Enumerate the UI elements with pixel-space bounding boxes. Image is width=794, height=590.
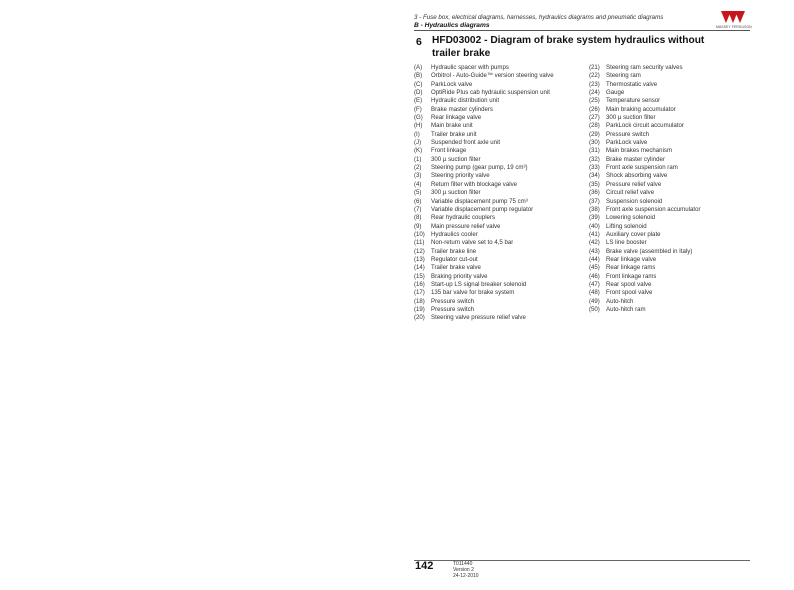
legend-description: 300 µ suction filter (431, 189, 481, 197)
legend-description: Non-return valve set to 4,5 bar (431, 239, 514, 247)
legend-description: Start-up LS signal breaker solenoid (431, 280, 527, 288)
legend-item (414, 306, 590, 314)
legend-description: Front spool valve (606, 289, 653, 297)
legend-description: Circuit relief valve (606, 189, 655, 197)
legend-code: (I) (414, 130, 420, 138)
legend-item (589, 122, 751, 130)
legend-description: Steering valve pressure relief valve (431, 314, 526, 322)
legend-item (414, 289, 590, 297)
legend-code: (33) (589, 164, 600, 172)
legend-description: Hydraulic spacer with pumps (431, 64, 509, 71)
legend-code: (37) (589, 197, 600, 205)
legend-description: Brake master cylinders (431, 105, 493, 113)
legend-code: (8) (414, 214, 422, 222)
legend-item (414, 223, 590, 231)
legend-item (414, 298, 590, 306)
legend-description: Rear spool valve (606, 280, 652, 288)
legend-code: (40) (589, 222, 600, 230)
legend-item (414, 198, 590, 206)
legend-description: Trailer brake valve (431, 264, 481, 272)
legend-item (589, 172, 751, 180)
legend-code: (J) (414, 139, 422, 147)
legend-code: (D) (414, 89, 423, 97)
legend-item (414, 172, 590, 180)
legend-code: (28) (589, 122, 600, 130)
legend-description: Brake valve (assembled in Italy) (606, 247, 693, 255)
legend-code: (14) (414, 264, 425, 272)
legend-item (589, 298, 751, 306)
legend-code: (15) (414, 272, 425, 280)
legend-description: Lowering solenoid (606, 214, 656, 222)
legend-code: (49) (589, 297, 600, 305)
legend-description: Suspended front axle unit (431, 139, 501, 147)
legend-item (414, 156, 590, 164)
legend-description: ParkLock valve (606, 139, 648, 147)
chapter-title: 3 - Fuse box, electrical diagrams, harnesses, hydraulics diagrams and pneumatic diagrams (414, 14, 664, 21)
legend-item (414, 164, 590, 172)
page-header (414, 14, 750, 29)
legend-description: Trailer brake line (431, 247, 477, 255)
section-title: HFD03002 - Diagram of brake system hydraulics without trailer brake (432, 35, 705, 59)
legend-description: Front linkage (431, 147, 467, 155)
legend-item (589, 256, 751, 264)
legend-code: (18) (414, 297, 425, 305)
legend-description: Steering ram security valves (606, 64, 683, 71)
legend-item (589, 306, 751, 314)
legend-item (414, 314, 590, 322)
legend-description: Return filter with blockage valve (431, 180, 518, 188)
legend-code: (50) (589, 305, 600, 313)
legend-description: Steering priority valve (431, 172, 490, 180)
legend-item (414, 248, 590, 256)
legend-code: (36) (589, 189, 600, 197)
legend-item (414, 97, 590, 105)
document-info (453, 561, 479, 579)
legend-code: (9) (414, 222, 422, 230)
legend-code: (C) (414, 80, 423, 88)
legend-code: (43) (589, 247, 600, 255)
legend-code: (B) (414, 72, 423, 80)
legend-description: Hydraulic distribution unit (431, 97, 500, 105)
legend-description: Auto-hitch ram (606, 305, 646, 313)
legend-item (589, 164, 751, 172)
brand-logo (716, 10, 750, 30)
legend-description: Thermostatic valve (606, 80, 658, 88)
subsection-title: B - Hydraulics diagrams (414, 22, 490, 29)
legend-code: (F) (414, 105, 422, 113)
logo-text: MASSEY FERGUSON (716, 25, 752, 29)
legend-description: Pressure relief valve (606, 180, 662, 188)
legend-item (589, 239, 751, 247)
legend-item (589, 281, 751, 289)
legend-code: (12) (414, 247, 425, 255)
legend-code: (46) (589, 272, 600, 280)
legend-item (589, 81, 751, 89)
legend-item (589, 139, 751, 147)
legend-description: Main brakes mechanism (606, 147, 673, 155)
legend-item (414, 281, 590, 289)
legend-code: (6) (414, 197, 422, 205)
legend-item (414, 256, 590, 264)
legend-description: Orbitrol - Auto-Guide™ version steering valve (431, 72, 554, 80)
legend-item (414, 189, 590, 197)
legend-description: Front axle suspension ram (606, 164, 678, 172)
legend-description: Gauge (606, 89, 625, 97)
document-version: Version 2 (453, 567, 474, 573)
legend-code: (K) (414, 147, 423, 155)
legend-description: Rear linkage rams (606, 264, 656, 272)
legend-item (589, 156, 751, 164)
legend-code: (13) (414, 255, 425, 263)
legend-code: (24) (589, 89, 600, 97)
legend-code: (47) (589, 280, 600, 288)
legend-code: (45) (589, 264, 600, 272)
legend-code: (32) (589, 155, 600, 163)
legend-code: (25) (589, 97, 600, 105)
section-number: 6 (416, 36, 422, 48)
legend-code: (29) (589, 130, 600, 138)
legend-description: Auto-hitch (606, 297, 634, 305)
legend-item (414, 131, 590, 139)
legend-code: (17) (414, 289, 425, 297)
legend-item (414, 106, 590, 114)
legend-description: ParkLock valve (431, 80, 473, 88)
legend-item (414, 81, 590, 89)
legend-description: Auxiliary cover plate (606, 230, 661, 238)
legend-description: Variable displacement pump 75 cm³ (431, 197, 528, 205)
legend-code: (E) (414, 97, 423, 105)
legend-item (414, 273, 590, 281)
legend-code: (19) (414, 305, 425, 313)
legend-description: Rear linkage valve (606, 255, 657, 263)
legend-description: Rear hydraulic couplers (431, 214, 496, 222)
legend-description: Main brake unit (431, 122, 473, 130)
legend-item (414, 206, 590, 214)
legend-item (414, 181, 590, 189)
legend-item (589, 198, 751, 206)
legend-description: Steering ram (606, 72, 641, 80)
triple-triangle-logo-icon (716, 10, 750, 24)
legend-code: (22) (589, 72, 600, 80)
legend-item (589, 231, 751, 239)
legend-item (589, 181, 751, 189)
legend-code: (4) (414, 180, 422, 188)
legend-item (414, 214, 590, 222)
page-number: 142 (415, 560, 434, 572)
legend-code: (5) (414, 189, 422, 197)
legend-item (589, 214, 751, 222)
legend-code: (42) (589, 239, 600, 247)
legend-code: (27) (589, 114, 600, 122)
legend-description: ParkLock circuit accumulator (606, 122, 684, 130)
legend-description: LS line booster (606, 239, 647, 247)
legend-description: Pressure switch (431, 297, 475, 305)
legend-description: OptiRide Plus cab hydraulic suspension unit (431, 89, 550, 97)
legend-code: (10) (414, 230, 425, 238)
legend-item (414, 114, 590, 122)
legend-code: (16) (414, 280, 425, 288)
legend-item (414, 122, 590, 130)
legend-code: (1) (414, 155, 422, 163)
legend-item (589, 248, 751, 256)
legend-code: (7) (414, 205, 422, 213)
legend-code: (34) (589, 172, 600, 180)
legend-item (589, 97, 751, 105)
legend-item (414, 89, 590, 97)
legend-item (589, 72, 751, 80)
legend-item (589, 273, 751, 281)
legend-item (414, 264, 590, 272)
legend-description: 135 bar valve for brake system (431, 289, 515, 297)
legend-description: Trailer brake unit (431, 130, 477, 138)
legend-description: Front linkage rams (606, 272, 657, 280)
document-id: T011440 (453, 561, 473, 567)
legend-item (414, 239, 590, 247)
legend-code: (H) (414, 122, 423, 130)
legend-description: Variable displacement pump regulator (431, 205, 534, 213)
legend-item (589, 106, 751, 114)
legend-description: Main pressure relief valve (431, 222, 501, 230)
legend-item (414, 139, 590, 147)
legend-column-left (414, 64, 590, 323)
legend-code: (35) (589, 180, 600, 188)
legend-code: (38) (589, 205, 600, 213)
legend-item (589, 131, 751, 139)
legend-code: (41) (589, 230, 600, 238)
legend-code: (44) (589, 255, 600, 263)
legend-description: Shock absorbing valve (606, 172, 668, 180)
legend-description: 300 µ suction filter (606, 114, 656, 122)
legend-item (414, 231, 590, 239)
legend-description: Main braking accumulator (606, 105, 676, 113)
legend-column-right (589, 64, 751, 314)
legend-code: (2) (414, 164, 422, 172)
legend-code: (20) (414, 314, 425, 322)
legend-code: (26) (589, 105, 600, 113)
legend-description: Brake master cylinder (606, 155, 665, 163)
legend-description: Pressure switch (431, 305, 475, 313)
document-date: 24-12-2010 (453, 573, 479, 579)
legend-description: Hydraulics cooler (431, 230, 478, 238)
legend-item (589, 264, 751, 272)
legend-description: Pressure switch (606, 130, 650, 138)
legend-description: Steering pump (gear pump, 19 cm³) (431, 164, 528, 172)
legend-code: (11) (414, 239, 425, 247)
legend-description: Braking priority valve (431, 272, 488, 280)
legend-item (414, 147, 590, 155)
legend-description: Lifting solenoid (606, 222, 647, 230)
legend-description: 300 µ suction filter (431, 155, 481, 163)
legend-item (589, 289, 751, 297)
legend-code: (21) (589, 64, 600, 71)
legend-code: (48) (589, 289, 600, 297)
legend-item (589, 206, 751, 214)
legend-item (589, 147, 751, 155)
legend-code: (39) (589, 214, 600, 222)
legend-code: (A) (414, 64, 423, 71)
header-divider (414, 30, 750, 31)
legend-code: (31) (589, 147, 600, 155)
legend-item (414, 64, 590, 72)
legend-item (414, 72, 590, 80)
legend-code: (G) (414, 114, 423, 122)
legend-description: Front axle suspension accumulator (606, 205, 701, 213)
legend-description: Temperature sensor (606, 97, 661, 105)
legend-code: (30) (589, 139, 600, 147)
legend-description: Rear linkage valve (431, 114, 482, 122)
legend-code: (3) (414, 172, 422, 180)
legend-code: (23) (589, 80, 600, 88)
legend-description: Suspension solenoid (606, 197, 663, 205)
legend-item (589, 189, 751, 197)
legend-item (589, 64, 751, 72)
legend-item (589, 223, 751, 231)
legend-item (589, 114, 751, 122)
legend-item (589, 89, 751, 97)
legend-description: Regulator cut-out (431, 255, 478, 263)
